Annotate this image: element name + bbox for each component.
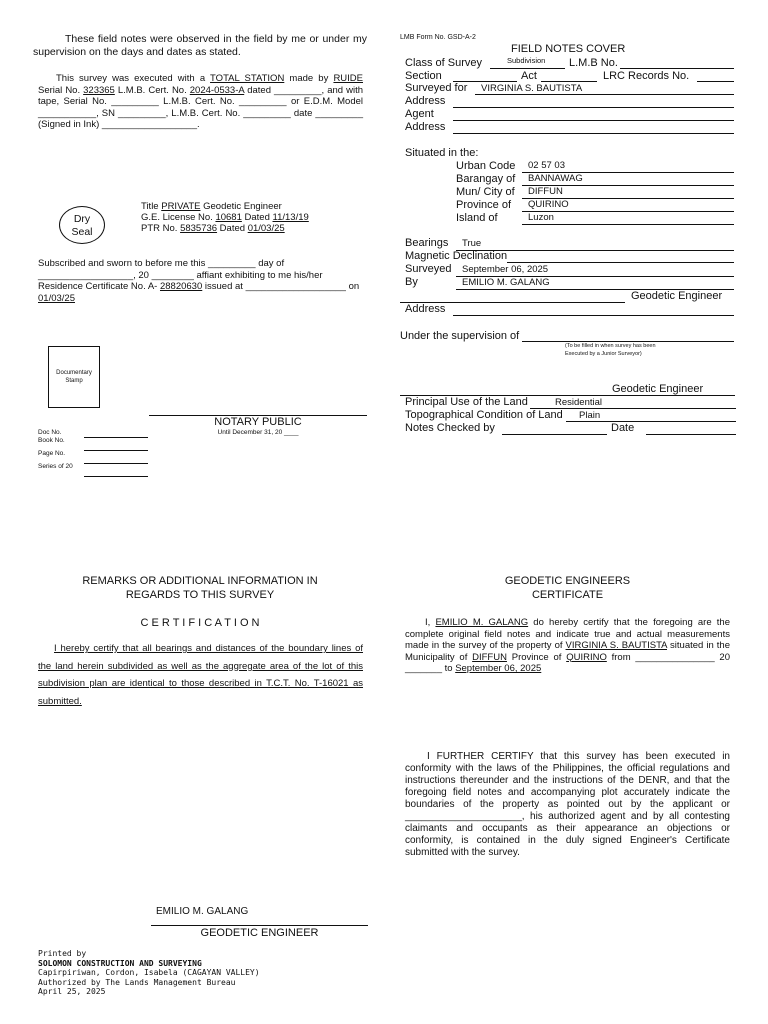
magnetic-declination-label: Magnetic Declination: [405, 250, 508, 262]
book-no-label: Book No.: [38, 437, 65, 444]
island-line: [522, 224, 734, 225]
printer-block: [38, 949, 260, 997]
act-label: Act: [521, 70, 537, 82]
printed-by: Printed by: [38, 949, 87, 958]
urban-code-value: 02 57 03: [528, 160, 565, 171]
serial-no-value: 323365: [83, 84, 115, 96]
remarks-title-1: REMARKS OR ADDITIONAL INFORMATION IN: [82, 575, 318, 587]
survey-executed-paragraph: This survey was executed with a TOTAL STATION made by RUIDE Serial No. 323365 L.M.B. Cert. No. 2024-0533-A dated _________, and with tape, Serial No. _________ L.M.B. Cert. No. _________ or E.D.M. Model ___________, SN _________, L.M.B. Cert. No. _________ date _________ (Signed in Ink) __________________.: [38, 73, 363, 130]
by-value: EMILIO M. GALANG: [462, 277, 550, 288]
book-no-line: [84, 450, 148, 451]
principal-use-label: Principal Use of the Land: [405, 396, 528, 408]
municipality-value: DIFFUN: [528, 186, 563, 197]
topographical-line: [566, 421, 736, 422]
signatory-title: GEODETIC ENGINEER: [200, 927, 319, 939]
ge-engineer-name: EMILIO M. GALANG: [435, 617, 529, 628]
printer-company: SOLOMON CONSTRUCTION AND SURVEYING: [38, 958, 202, 968]
situated-label: Situated in the:: [405, 147, 479, 159]
engineer-ptr-line: PTR No. 5835736 Dated 01/03/25: [141, 223, 285, 234]
surveyed-label: Surveyed: [405, 263, 452, 275]
barangay-value: BANNAWAG: [528, 173, 583, 184]
notes-checked-line: [502, 434, 607, 435]
printer-authorized: Authorized by The Lands Management Bureau: [38, 977, 236, 987]
province-label: Province of: [456, 199, 512, 211]
engineer-title-line: Title PRIVATE Geodetic Engineer: [141, 201, 282, 212]
urban-code-label: Urban Code: [456, 160, 516, 172]
printer-address: Capirpiriwan, Cordon, Isabela (CAGAYAN VALLEY): [38, 968, 260, 978]
ge-to-date: September 06, 2025: [455, 663, 542, 674]
supervisor-geodetic-engineer-label: Geodetic Engineer: [612, 383, 704, 395]
notary-until: Until December 31, 20 ____: [217, 429, 299, 436]
page-no-line: [84, 463, 148, 464]
province-value: QUIRINO: [528, 199, 569, 210]
address-label-1: Address: [405, 95, 446, 107]
bearings-value: True: [462, 238, 482, 249]
class-of-survey-label: Class of Survey: [405, 57, 483, 69]
municipality-label: Mun/ City of: [456, 186, 515, 198]
address-label-2: Address: [405, 121, 446, 133]
form-number: LMB Form No. GSD-A-2: [400, 34, 476, 41]
signatory-name: EMILIO M. GALANG: [156, 906, 249, 917]
page-no-label: Page No.: [38, 450, 66, 457]
act-line: [541, 81, 597, 82]
topographical-value: Plain: [579, 410, 601, 421]
supervision-note-2: Executed by a Junior Surveyor): [565, 351, 642, 357]
lrc-records-label: LRC Records No.: [603, 70, 690, 82]
address-line-3: [453, 315, 734, 316]
supervision-line: [522, 341, 734, 342]
lrc-records-line: [697, 81, 734, 82]
surveyed-for-value: VIRGINIA S. BAUTISTA: [481, 83, 583, 94]
certification-text: I hereby certify that all bearings and distances of the boundary lines of the land herein subdivided as well as the aggregate area of the lot of this subdivision plan are identical to those described in T.C.T. No. T-16021 as submitted.: [38, 643, 363, 707]
ge-certificate-title-1: GEODETIC ENGINEERS: [504, 575, 631, 587]
engineer-license-line: G.E. License No. 10681 Dated 11/13/19: [141, 212, 309, 223]
address-label-3: Address: [405, 303, 446, 315]
lmb-no-label: L.M.B No.: [569, 57, 618, 69]
topographical-label: Topographical Condition of Land: [405, 409, 563, 421]
by-label: By: [405, 276, 418, 288]
principal-use-value: Residential: [555, 397, 602, 408]
section-label: Section: [405, 70, 442, 82]
surveyed-for-line: [475, 94, 734, 95]
ge-owner-name: VIRGINIA S. BAUTISTA: [565, 640, 667, 651]
surveyed-for-label: Surveyed for: [405, 82, 468, 94]
series-line: [84, 476, 148, 477]
ge-certificate-paragraph-2: I FURTHER CERTIFY that this survey has been executed in conformity with the laws of the Philippines, the official regulations and instructions thereunder and the instructions of the DENR, and that the foregoing field notes and accompanying plot accurately indicate the boundaries of the property as pointed out by the applicant or _____________________, his authorized agent and by all contesting claimants and occupants as their appearance an objections or conformity, is contained in the duly signed Engineer's Certificate submitted with the survey.: [405, 751, 730, 858]
documentary-stamp-box: Documentary Stamp: [48, 346, 100, 408]
address-line-2: [453, 133, 734, 134]
ge-province: QUIRINO: [566, 651, 607, 663]
field-notes-cover-title: FIELD NOTES COVER: [511, 43, 626, 55]
ge-certificate-title-2: CERTIFICATE: [531, 589, 604, 601]
ge-certificate-paragraph-1: I, EMILIO M. GALANG do hereby certify that the foregoing are the complete original field notes and indicate true and actual measurements made in the survey of the property of VIRGINIA S. BAUTISTA situated in the Municipality of DIFFUN Province of QUIRINO from _______________ 20 _______ to September 06, 2025: [405, 617, 731, 674]
surveyed-value: September 06, 2025: [462, 264, 549, 275]
supervision-note-1: (To be filled in when survey has been: [565, 343, 656, 349]
class-of-survey-value: Subdivision: [507, 56, 546, 65]
notes-checked-label: Notes Checked by: [405, 422, 495, 434]
address-line-1: [453, 107, 734, 108]
notary-public-title: NOTARY PUBLIC: [214, 416, 302, 428]
barangay-label: Barangay of: [456, 173, 516, 185]
dry-seal: Dry Seal: [59, 206, 105, 244]
doc-no-label: Doc No.: [38, 429, 62, 436]
remarks-title-2: REGARDS TO THIS SURVEY: [125, 589, 275, 601]
agent-line: [453, 120, 734, 121]
sworn-statement: Subscribed and sworn to before me this _________ day of __________________, 20 ________ affiant exhibiting to me his/her Residence Certificate No. A- 28820630 issued at ___________________ on 01/03/25: [38, 258, 360, 304]
series-label: Series of 20: [38, 463, 73, 470]
certification-title: C E R T I F I C A T I O N: [140, 617, 260, 629]
supervision-label: Under the supervision of: [400, 330, 520, 342]
by-geodetic-engineer-label: Geodetic Engineer: [631, 290, 723, 302]
bearings-label: Bearings: [405, 237, 449, 249]
lmb-no-line: [620, 68, 734, 69]
signatory-line: [151, 925, 368, 926]
observed-statement: These field notes were observed in the field by me or under my supervision on the days and dates as stated.: [33, 33, 367, 58]
res-cert-value: 28820630: [159, 281, 203, 292]
maker-value: RUIDE: [333, 73, 363, 84]
checked-date-line: [646, 434, 736, 435]
instrument-value: TOTAL STATION: [210, 73, 285, 84]
printer-date: April 25, 2025: [38, 987, 106, 997]
ge-municipality: DIFFUN: [472, 651, 507, 663]
agent-label: Agent: [405, 108, 434, 120]
magnetic-declination-line: [507, 262, 734, 263]
class-of-survey-line: [490, 68, 565, 69]
island-value: Luzon: [528, 212, 554, 223]
doc-no-line: [84, 437, 148, 438]
island-label: Island of: [456, 212, 498, 224]
lmb-cert-value: 2024-0533-A: [189, 84, 245, 96]
checked-date-label: Date: [611, 422, 635, 434]
issued-date-value: 01/03/25: [38, 292, 75, 304]
